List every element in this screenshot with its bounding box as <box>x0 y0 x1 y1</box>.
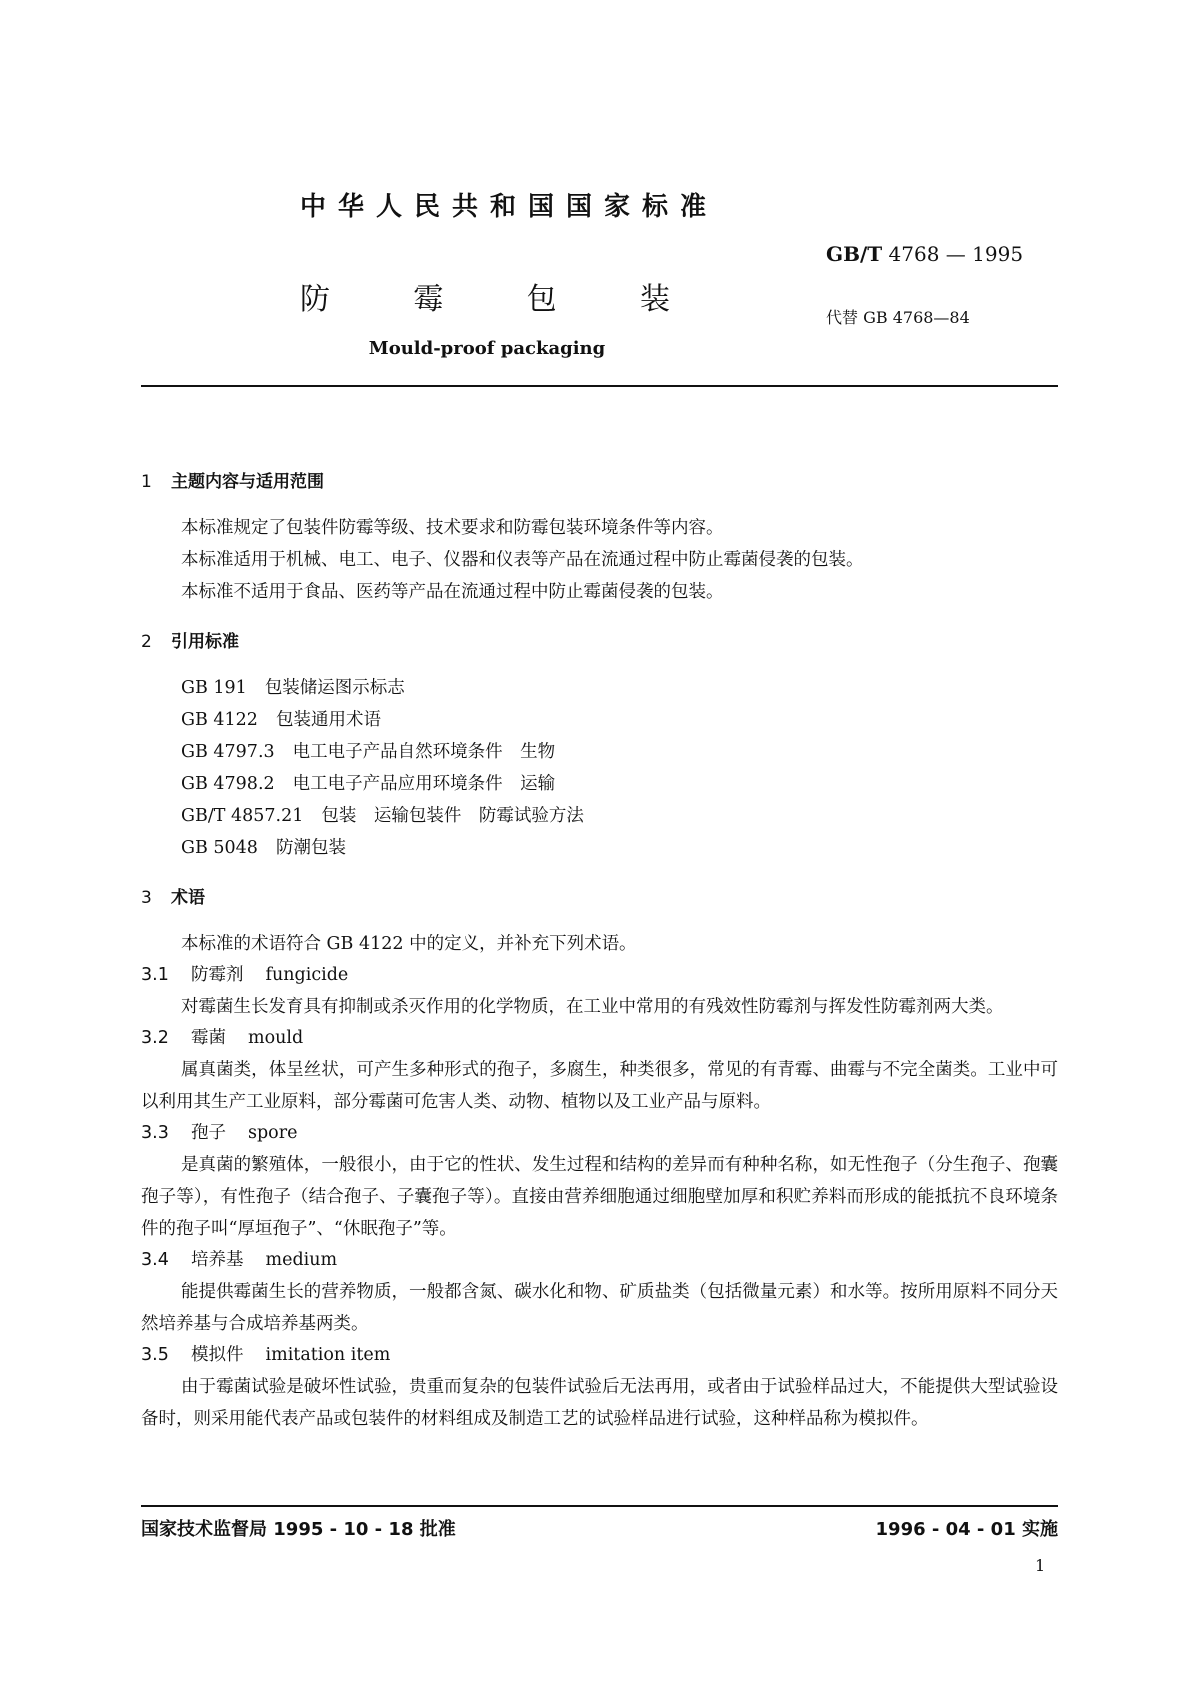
term-definition: 属真菌类，体呈丝状，可产生多种形式的孢子，多腐生，种类很多，常见的有青霉、曲霉与不完全菌类。工业中可以利用其生产工业原料，部分霉菌可危害人类、动物、植物以及工业产品与原料。 <box>141 1060 1058 1112</box>
term-cn: 防霉剂 <box>191 965 244 985</box>
section-number: 3 <box>141 888 152 908</box>
reference-code: GB 4798.2 <box>181 774 275 794</box>
page-number: 1 <box>1035 1556 1046 1575</box>
section-number: 1 <box>141 472 152 492</box>
paragraph: 本标准适用于机械、电工、电子、仪器和仪表等产品在流通过程中防止霉菌侵袭的包装。 <box>181 550 864 570</box>
section-title: 主题内容与适用范围 <box>171 472 324 492</box>
reference-name: 电工电子产品应用环境条件 运输 <box>292 774 556 794</box>
document-title-en: Mould-proof packaging <box>368 338 606 359</box>
document-body <box>141 466 1058 1435</box>
term-cn: 霉菌 <box>191 1028 226 1048</box>
term-cn: 培养基 <box>191 1250 244 1270</box>
section-number: 2 <box>141 632 152 652</box>
term-cn: 模拟件 <box>191 1345 244 1365</box>
standard-code <box>826 242 1023 266</box>
section-heading <box>141 466 1058 498</box>
footer-divider <box>141 1505 1058 1507</box>
reference-item <box>181 672 1058 704</box>
term-heading <box>141 1023 1058 1054</box>
reference-code: GB/T 4857.21 <box>181 806 304 826</box>
reference-name: 包装储运图示标志 <box>264 678 405 698</box>
term-definition: 能提供霉菌生长的营养物质，一般都含氮、碳水化和物、矿质盐类（包括微量元素）和水等。按所用原料不同分天然培养基与合成培养基两类。 <box>141 1282 1058 1334</box>
term-en: spore <box>248 1123 298 1143</box>
term-heading <box>141 1340 1058 1371</box>
term-heading <box>141 1118 1058 1149</box>
replaces-standard: 代替 GB 4768—84 <box>826 308 970 327</box>
standard-code-prefix: GB/T <box>826 242 883 266</box>
approval-info: 国家技术监督局 1995 - 10 - 18 批准 <box>141 1519 456 1540</box>
header-divider <box>141 385 1058 387</box>
term-number: 3.5 <box>141 1345 169 1365</box>
reference-item <box>181 704 1058 736</box>
section-heading <box>141 626 1058 658</box>
reference-name: 包装 运输包装件 防霉试验方法 <box>321 806 584 826</box>
term-en: mould <box>248 1028 304 1048</box>
reference-code: GB 4122 <box>181 710 258 730</box>
paragraph: 本标准规定了包装件防霉等级、技术要求和防霉包装环境条件等内容。 <box>181 518 724 538</box>
reference-code: GB 4797.3 <box>181 742 275 762</box>
term-en: fungicide <box>265 965 349 985</box>
reference-item <box>181 736 1058 768</box>
term-number: 3.4 <box>141 1250 169 1270</box>
reference-name: 防潮包装 <box>275 838 346 858</box>
reference-item <box>181 768 1058 800</box>
paragraph: 本标准不适用于食品、医药等产品在流通过程中防止霉菌侵袭的包装。 <box>181 582 724 602</box>
national-standard-title: 中华人民共和国国家标准 <box>300 192 719 222</box>
term-en: medium <box>265 1250 338 1270</box>
term-definition: 是真菌的繁殖体，一般很小，由于它的性状、发生过程和结构的差异而有种种名称，如无性孢子（分生孢子、孢囊孢子等），有性孢子（结合孢子、子囊孢子等）。直接由营养细胞通过细胞壁加厚和积贮养料而形成的能抵抗不良环境条件的孢子叫“厚垣孢子”、“休眠孢子”等。 <box>141 1155 1058 1239</box>
reference-name: 包装通用术语 <box>275 710 381 730</box>
term-en: imitation item <box>265 1345 391 1365</box>
title-char: 包 <box>526 282 557 317</box>
standard-code-number: 4768 — 1995 <box>888 242 1024 266</box>
section-heading <box>141 882 1058 914</box>
term-definition: 对霉菌生长发育具有抑制或杀灭作用的化学物质，在工业中常用的有残效性防霉剂与挥发性防霉剂两大类。 <box>181 997 1004 1017</box>
term-heading <box>141 1245 1058 1276</box>
reference-code: GB 5048 <box>181 838 258 858</box>
term-heading <box>141 960 1058 991</box>
title-char: 防 <box>300 282 330 317</box>
term-cn: 孢子 <box>191 1123 226 1143</box>
implementation-date: 1996 - 04 - 01 实施 <box>875 1519 1058 1540</box>
section-title: 引用标准 <box>171 632 239 652</box>
section-intro: 本标准的术语符合 GB 4122 中的定义，并补充下列术语。 <box>181 934 637 954</box>
section-title: 术语 <box>171 888 205 908</box>
reference-name: 电工电子产品自然环境条件 生物 <box>292 742 556 762</box>
reference-item <box>181 800 1058 832</box>
term-definition: 由于霉菌试验是破坏性试验，贵重而复杂的包装件试验后无法再用，或者由于试验样品过大，不能提供大型试验设备时，则采用能代表产品或包装件的材料组成及制造工艺的试验样品进行试验，这种样品称为模拟件。 <box>141 1377 1058 1429</box>
term-number: 3.2 <box>141 1028 169 1048</box>
title-char: 霉 <box>413 282 444 317</box>
title-char: 装 <box>639 282 670 317</box>
document-title-cn <box>300 274 670 318</box>
reference-item <box>181 832 1058 864</box>
term-number: 3.1 <box>141 965 169 985</box>
term-number: 3.3 <box>141 1123 169 1143</box>
reference-code: GB 191 <box>181 678 247 698</box>
